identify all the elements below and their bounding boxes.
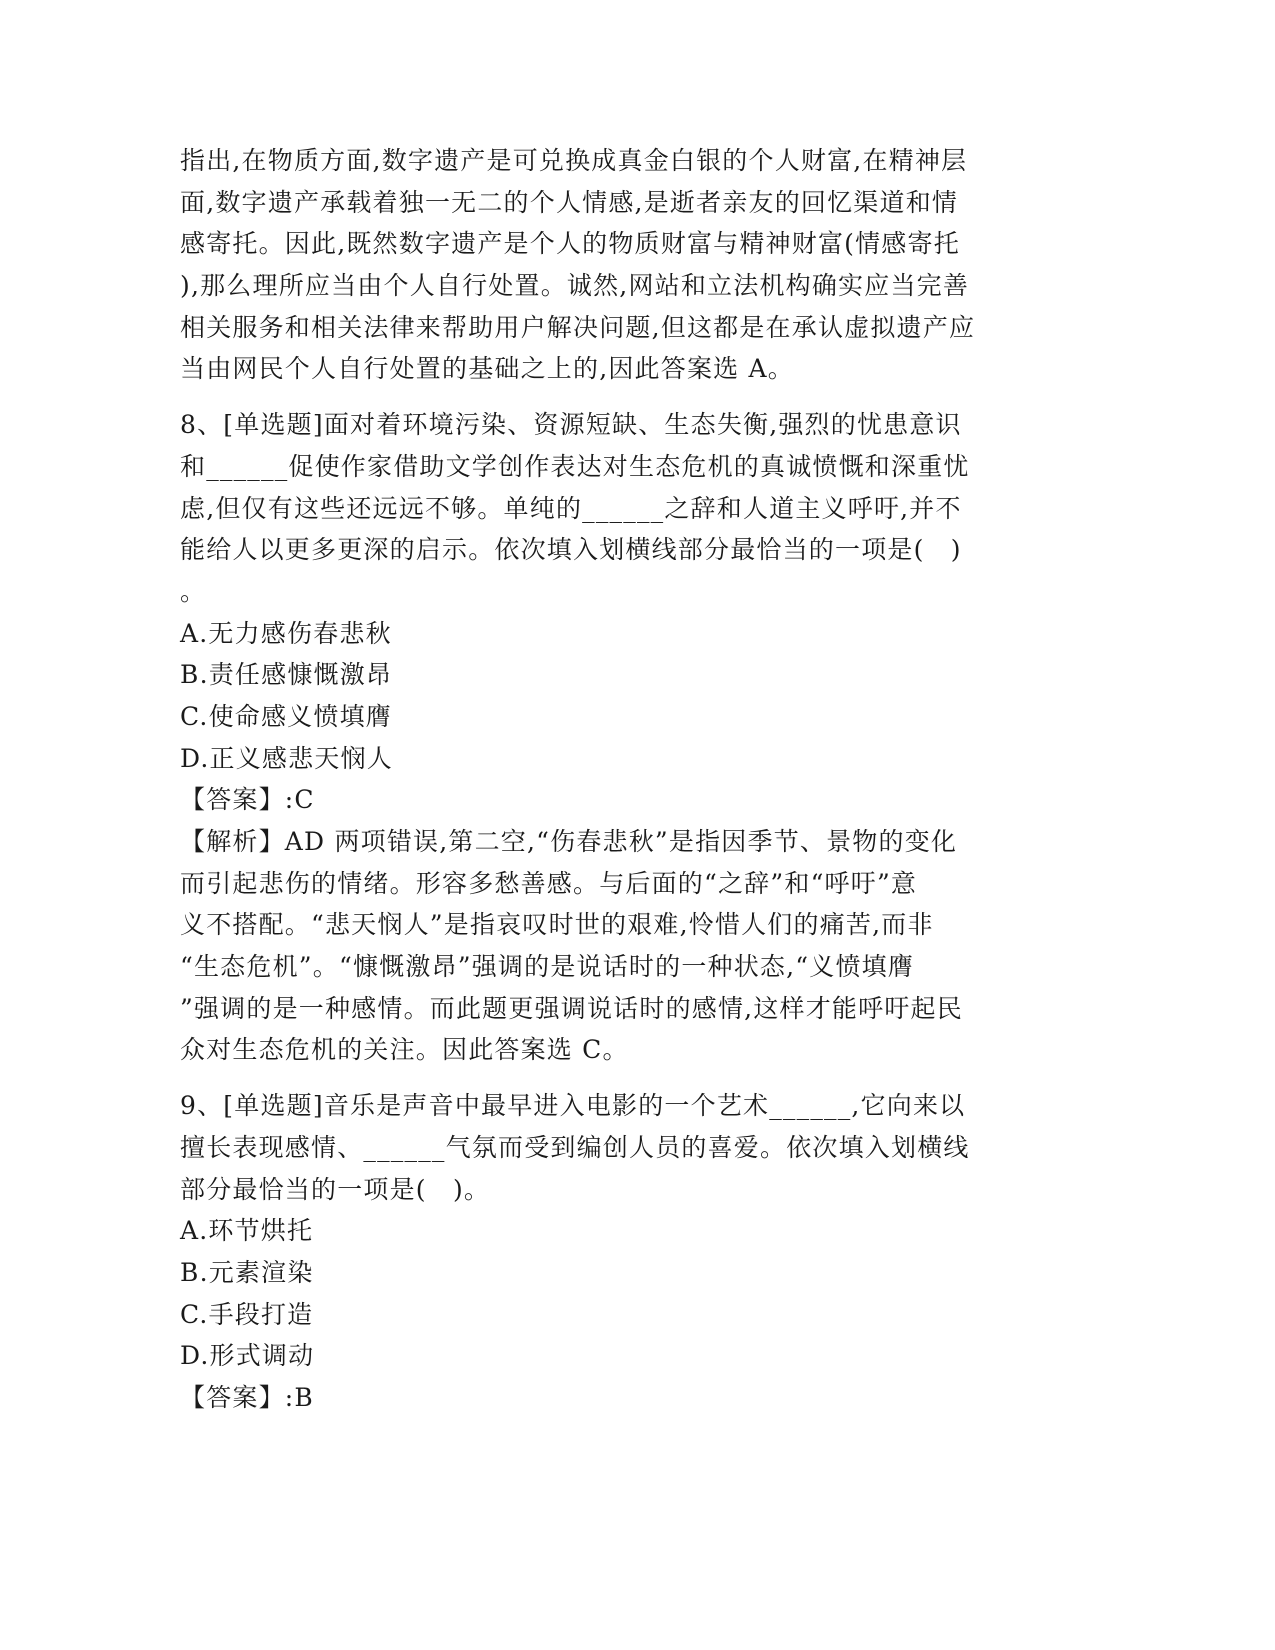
- explanation-line: “生态危机”。“慷慨激昂”强调的是说话时的一种状态,“义愤填膺: [180, 952, 915, 982]
- explanation-line: 【解析】AD 两项错误,第二空,“伤春悲秋”是指因季节、景物的变化: [180, 827, 958, 856]
- option-c: C.手段打造: [180, 1299, 314, 1329]
- option-a: A.无力感伤春悲秋: [180, 618, 392, 648]
- question-line: 和______促使作家借助文学创作表达对生态危机的真诚愤慨和深重忧: [180, 451, 970, 481]
- question-line: 部分最恰当的一项是( )。: [180, 1174, 491, 1204]
- text-line: ),那么理所应当由个人自行处置。诚然,网站和立法机构确实应当完善: [180, 271, 970, 301]
- question-line: 9、[单选题]音乐是声音中最早进入电影的一个艺术______,它向来以: [180, 1091, 966, 1121]
- question-8: [180, 404, 1060, 1071]
- document-page: [180, 140, 1060, 1419]
- text-line: 相关服务和相关法律来帮助用户解决问题,但这都是在承认虚拟遗产应: [180, 312, 976, 342]
- explanation-line: 而引起悲伤的情绪。形容多愁善感。与后面的“之辞”和“呼吁”意: [180, 868, 918, 898]
- option-d: D.形式调动: [180, 1341, 315, 1371]
- option-c: C.使命感义愤填膺: [180, 701, 392, 731]
- question-line: 擅长表现感情、______气氛而受到编创人员的喜爱。依次填入划横线: [180, 1132, 970, 1162]
- option-a: A.环节烘托: [180, 1216, 314, 1246]
- text-line: 感寄托。因此,既然数字遗产是个人的物质财富与精神财富(情感寄托: [180, 229, 960, 259]
- spacer: [180, 1071, 1060, 1085]
- spacer: [180, 390, 1060, 404]
- question-line: 8、[单选题]面对着环境污染、资源短缺、生态失衡,强烈的忧患意识: [180, 410, 962, 440]
- explanation-line: 众对生态危机的关注。因此答案选 C。: [180, 1035, 629, 1065]
- text-line: 当由网民个人自行处置的基础之上的,因此答案选 A。: [180, 354, 794, 384]
- answer: 【答案】:B: [180, 1382, 314, 1412]
- q7-explanation: [180, 140, 1060, 390]
- text-line: 面,数字遗产承载着独一无二的个人情感,是逝者亲友的回忆渠道和情: [180, 187, 959, 217]
- option-b: B.责任感慷慨激昂: [180, 660, 393, 690]
- option-d: D.正义感悲天悯人: [180, 743, 393, 773]
- question-line: 。: [180, 576, 207, 606]
- question-line: 能给人以更多更深的启示。依次填入划横线部分最恰当的一项是( ): [180, 535, 962, 565]
- text-line: 指出,在物质方面,数字遗产是可兑换成真金白银的个人财富,在精神层: [180, 146, 968, 175]
- option-b: B.元素渲染: [180, 1257, 314, 1287]
- explanation-line: ”强调的是一种感情。而此题更强调说话时的感情,这样才能呼吁起民: [180, 993, 963, 1023]
- question-9: [180, 1085, 1060, 1419]
- question-line: 虑,但仅有这些还远远不够。单纯的______之辞和人道主义呼吁,并不: [180, 493, 962, 523]
- answer: 【答案】:C: [180, 785, 315, 815]
- explanation-line: 义不搭配。“悲天悯人”是指哀叹时世的艰难,怜惜人们的痛苦,而非: [180, 910, 934, 940]
